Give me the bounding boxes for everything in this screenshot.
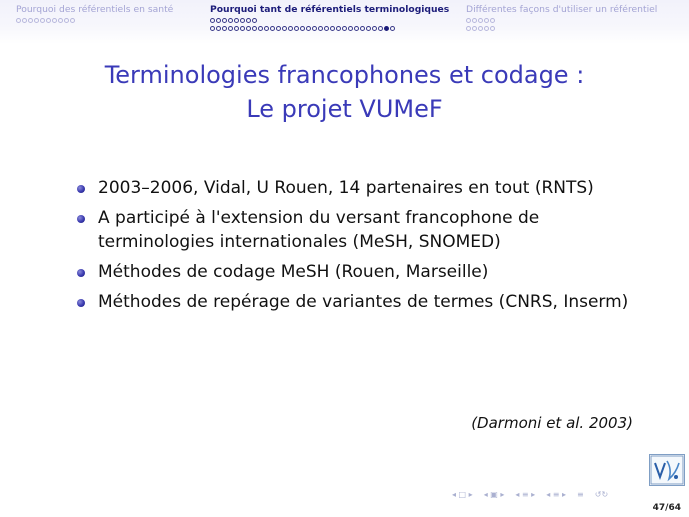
slide-dot[interactable] (490, 18, 495, 23)
nav-section-2[interactable] (210, 4, 449, 32)
bullet-item (74, 260, 634, 284)
bullet-icon (77, 185, 85, 193)
slide-dot[interactable] (228, 18, 233, 23)
slide-title (0, 58, 689, 126)
slide-dot[interactable] (390, 26, 395, 31)
nav-section-3-slide-dots-row1 (466, 16, 657, 24)
current-slide-dot[interactable] (384, 26, 389, 31)
slide-dot[interactable] (360, 26, 365, 31)
nav-align-icon[interactable]: ≡ (577, 489, 584, 499)
slide-dot[interactable] (216, 26, 221, 31)
nav-section-1-slide-dots (16, 16, 173, 24)
vumef-logo-icon (650, 455, 684, 485)
slide-dot[interactable] (324, 26, 329, 31)
bullet-icon (77, 215, 85, 223)
slide-dot[interactable] (354, 26, 359, 31)
nav-section-prev-next-icon[interactable]: ◂ ≡ ▸ (546, 489, 567, 499)
bullet-item (74, 206, 634, 254)
slide-dot[interactable] (240, 18, 245, 23)
slide-dot[interactable] (240, 26, 245, 31)
nav-section-1[interactable] (16, 4, 173, 24)
bullet-list (74, 176, 634, 320)
slide-dot[interactable] (16, 18, 21, 23)
bullet-text: Méthodes de codage MeSH (Rouen, Marseille) (98, 262, 489, 282)
nav-search-back-icon[interactable]: ↺↻ (594, 489, 609, 499)
slide-dot[interactable] (210, 18, 215, 23)
vumef-logo (649, 454, 685, 486)
slide-dot[interactable] (22, 18, 27, 23)
slide-dot[interactable] (300, 26, 305, 31)
slide-dot[interactable] (478, 26, 483, 31)
citation: (Darmoni et al. 2003) (471, 414, 633, 432)
slide-dot[interactable] (234, 18, 239, 23)
slide-dot[interactable] (216, 18, 221, 23)
slide-dot[interactable] (28, 18, 33, 23)
slide-title-line-2: Le projet VUMeF (246, 95, 443, 123)
slide-dot[interactable] (294, 26, 299, 31)
slide-dot[interactable] (64, 18, 69, 23)
bullet-text: A participé à l'extension du versant francophone de terminologies internationales (MeSH, SNOMED) (98, 208, 540, 252)
slide-dot[interactable] (484, 26, 489, 31)
slide-dot[interactable] (258, 26, 263, 31)
slide-dot[interactable] (312, 26, 317, 31)
slide-dot[interactable] (330, 26, 335, 31)
slide-dot[interactable] (70, 18, 75, 23)
slide-dot[interactable] (46, 18, 51, 23)
slide-dot[interactable] (252, 26, 257, 31)
slide-dot[interactable] (306, 26, 311, 31)
slide-dot[interactable] (342, 26, 347, 31)
slide-dot[interactable] (222, 18, 227, 23)
nav-slide-prev-next-icon[interactable]: ◂ □ ▸ (452, 489, 473, 499)
bullet-item (74, 290, 634, 314)
slide-dot[interactable] (210, 26, 215, 31)
slide-dot[interactable] (336, 26, 341, 31)
bullet-icon (77, 269, 85, 277)
slide-dot[interactable] (58, 18, 63, 23)
bullet-item (74, 176, 634, 200)
slide-dot[interactable] (34, 18, 39, 23)
slide-dot[interactable] (466, 18, 471, 23)
slide-dot[interactable] (466, 26, 471, 31)
slide-dot[interactable] (348, 26, 353, 31)
slide-dot[interactable] (472, 18, 477, 23)
slide-dot[interactable] (40, 18, 45, 23)
slide-dot[interactable] (318, 26, 323, 31)
slide-dot[interactable] (484, 18, 489, 23)
slide-dot[interactable] (52, 18, 57, 23)
bullet-icon (77, 299, 85, 307)
nav-section-3-slide-dots-row2 (466, 24, 657, 32)
slide-dot[interactable] (228, 26, 233, 31)
slide-dot[interactable] (246, 26, 251, 31)
slide-dot[interactable] (234, 26, 239, 31)
slide-dot[interactable] (222, 26, 227, 31)
slide-title-line-1: Terminologies francophones et codage : (104, 61, 585, 89)
bullet-text: Méthodes de repérage de variantes de termes (CNRS, Inserm) (98, 292, 629, 312)
nav-section-2-title[interactable]: Pourquoi tant de référentiels terminologiques (210, 4, 450, 15)
slide-dot[interactable] (372, 26, 377, 31)
page-number: 47/64 (652, 503, 681, 513)
slide-dot[interactable] (276, 26, 281, 31)
slide-dot[interactable] (288, 26, 293, 31)
slide-dot[interactable] (366, 26, 371, 31)
section-navigation-bar (0, 0, 689, 44)
nav-subsection-prev-next-icon[interactable]: ◂ ≡ ▸ (515, 489, 536, 499)
nav-section-2-slide-dots-row2 (210, 24, 449, 32)
slide-dot[interactable] (378, 26, 383, 31)
slide-dot[interactable] (264, 26, 269, 31)
beamer-navigation-controls (452, 489, 608, 499)
nav-section-3-title[interactable]: Différentes façons d'utiliser un référentiel (466, 4, 658, 15)
nav-frame-prev-next-icon[interactable]: ◂ ▣ ▸ (483, 489, 505, 499)
slide-dot[interactable] (490, 26, 495, 31)
slide-dot[interactable] (252, 18, 257, 23)
slide-dot[interactable] (478, 18, 483, 23)
slide-dot[interactable] (270, 26, 275, 31)
slide-dot[interactable] (246, 18, 251, 23)
slide-dot[interactable] (282, 26, 287, 31)
nav-section-2-slide-dots-row1 (210, 16, 449, 24)
slide-dot[interactable] (472, 26, 477, 31)
nav-section-3[interactable] (466, 4, 657, 32)
bullet-text: 2003–2006, Vidal, U Rouen, 14 partenaires en tout (RNTS) (98, 178, 594, 198)
nav-section-1-title[interactable]: Pourquoi des référentiels en santé (16, 4, 174, 15)
